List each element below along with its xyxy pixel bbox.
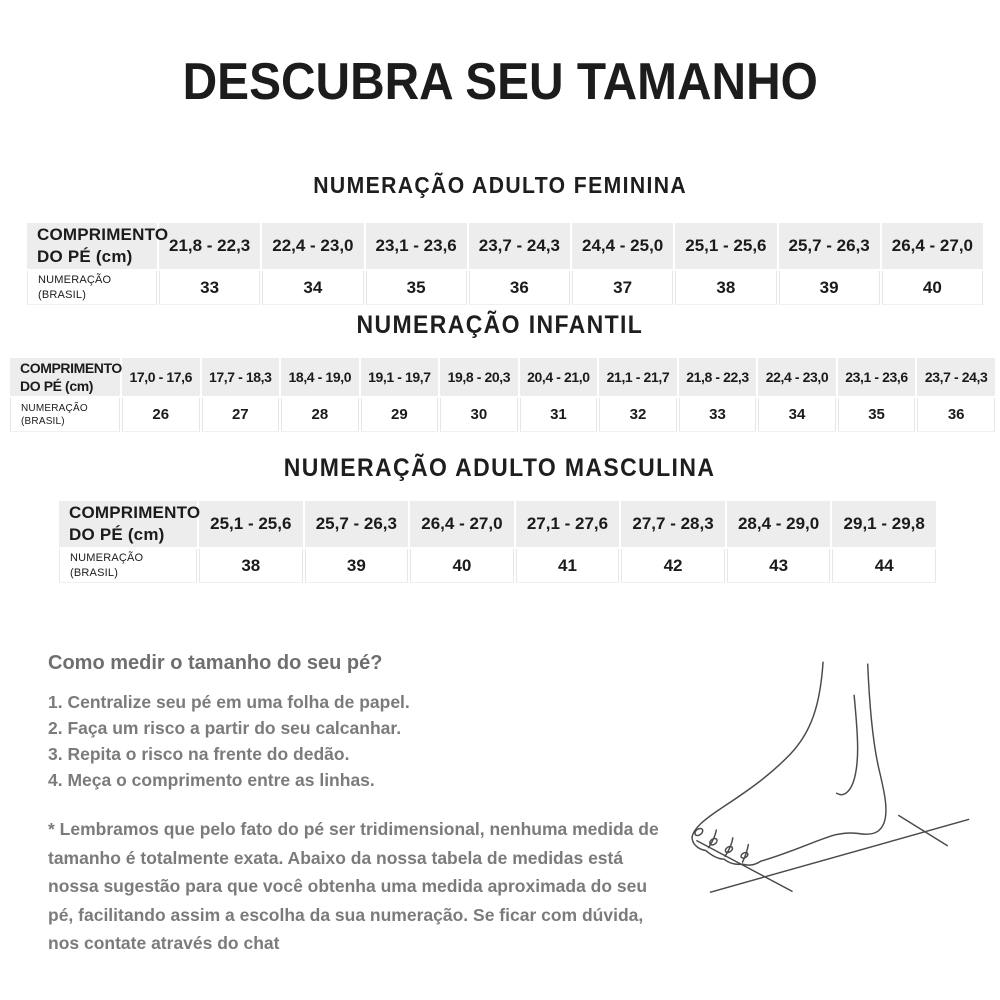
row-header-line2: DO PÉ (cm) bbox=[37, 247, 133, 267]
row-header-line1: COMPRIMENTO bbox=[69, 503, 201, 522]
size-table-adult-male bbox=[57, 499, 938, 585]
foot-length-cell: 22,4 - 23,0 bbox=[262, 223, 363, 269]
foot-length-cell: 25,1 - 25,6 bbox=[675, 223, 776, 269]
measurement-disclaimer-note: * Lembramos que pelo fato do pé ser tridimensional, nenhuma medida de tamanho é totalmente exata. Abaixo da nossa tabela de medidas está nossa sugestão para que você obtenha uma medida aproximada do seu pé, facilitando assim a escolha da sua numeração. Se ficar com dúvida, nos contate através do chat bbox=[48, 819, 659, 953]
table-row-size bbox=[10, 398, 995, 432]
size-cell: 34 bbox=[758, 398, 836, 432]
section-title-adult-female: NUMERAÇÃO ADULTO FEMININA bbox=[313, 172, 687, 198]
foot-length-cell: 20,4 - 21,0 bbox=[520, 358, 598, 396]
row-header-line2: (BRASIL) bbox=[21, 415, 65, 427]
row-header-line1: COMPRIMENTO bbox=[20, 360, 122, 376]
size-cell: 36 bbox=[469, 271, 570, 305]
table-row-foot-length bbox=[27, 223, 983, 269]
size-cell: 35 bbox=[366, 271, 467, 305]
how-to-step-1: 1. Centralize seu pé em uma folha de papel. bbox=[48, 692, 410, 712]
size-cell: 41 bbox=[516, 549, 620, 583]
row-header-line2: DO PÉ (cm) bbox=[20, 378, 94, 395]
row-header-foot-length bbox=[59, 501, 201, 547]
how-to-heading: Como medir o tamanho do seu pé? bbox=[48, 652, 383, 674]
size-cell: 40 bbox=[882, 271, 983, 305]
table-row-size bbox=[27, 271, 983, 305]
how-to-step-2: 2. Faça um risco a partir do seu calcanhar. bbox=[48, 718, 402, 738]
size-cell: 39 bbox=[305, 549, 409, 583]
size-cell: 44 bbox=[832, 549, 936, 583]
foot-length-cell: 25,1 - 25,6 bbox=[199, 501, 303, 547]
foot-outline bbox=[692, 662, 886, 865]
size-cell: 38 bbox=[675, 271, 776, 305]
how-to-step-4: 4. Meça o comprimento entre as linhas. bbox=[48, 770, 375, 790]
foot-length-cell: 27,7 - 28,3 bbox=[621, 501, 725, 547]
row-header-line1: NUMERAÇÃO bbox=[70, 552, 144, 565]
size-cell: 27 bbox=[202, 398, 280, 432]
size-cell: 33 bbox=[159, 271, 260, 305]
foot-length-cell: 18,4 - 19,0 bbox=[281, 358, 359, 396]
foot-length-cell: 23,1 - 23,6 bbox=[366, 223, 467, 269]
foot-length-cell: 24,4 - 25,0 bbox=[572, 223, 673, 269]
how-to-step-3: 3. Repita o risco na frente do dedão. bbox=[48, 744, 350, 764]
size-cell: 29 bbox=[361, 398, 439, 432]
foot-length-cell: 22,4 - 23,0 bbox=[758, 358, 836, 396]
table-row-foot-length bbox=[10, 358, 995, 396]
size-cell: 40 bbox=[410, 549, 514, 583]
row-header-size bbox=[59, 549, 197, 583]
foot-length-cell: 27,1 - 27,6 bbox=[516, 501, 620, 547]
size-table-adult-female bbox=[25, 221, 985, 307]
section-title-adult-male: NUMERAÇÃO ADULTO MASCULINA bbox=[284, 454, 716, 482]
size-table-kids bbox=[8, 356, 997, 434]
page-title-text: DESCUBRA SEU TAMANHO bbox=[182, 53, 818, 111]
size-cell: 36 bbox=[917, 398, 995, 432]
foot-length-cell: 23,1 - 23,6 bbox=[838, 358, 916, 396]
table-row-size bbox=[59, 549, 936, 583]
size-cell: 37 bbox=[572, 271, 673, 305]
foot-length-cell: 29,1 - 29,8 bbox=[832, 501, 936, 547]
size-cell: 34 bbox=[262, 271, 363, 305]
size-cell: 26 bbox=[122, 398, 200, 432]
section-title-kids: NUMERAÇÃO INFANTIL bbox=[356, 311, 644, 339]
row-header-foot-length bbox=[10, 358, 120, 396]
foot-length-cell: 21,8 - 22,3 bbox=[679, 358, 757, 396]
foot-length-cell: 17,0 - 17,6 bbox=[122, 358, 200, 396]
foot-length-cell: 23,7 - 24,3 bbox=[469, 223, 570, 269]
foot-length-cell: 26,4 - 27,0 bbox=[882, 223, 983, 269]
row-header-size bbox=[27, 271, 157, 305]
table-row-foot-length bbox=[59, 501, 936, 547]
size-cell: 33 bbox=[679, 398, 757, 432]
foot-length-cell: 17,7 - 18,3 bbox=[202, 358, 280, 396]
size-cell: 32 bbox=[599, 398, 677, 432]
size-cell: 30 bbox=[440, 398, 518, 432]
row-header-line1: NUMERAÇÃO bbox=[21, 402, 88, 414]
foot-length-cell: 23,7 - 24,3 bbox=[917, 358, 995, 396]
foot-length-cell: 25,7 - 26,3 bbox=[779, 223, 880, 269]
foot-length-cell: 19,1 - 19,7 bbox=[361, 358, 439, 396]
foot-length-cell: 25,7 - 26,3 bbox=[305, 501, 409, 547]
foot-length-cell: 21,1 - 21,7 bbox=[599, 358, 677, 396]
size-cell: 39 bbox=[779, 271, 880, 305]
how-to-measure-section bbox=[48, 652, 663, 958]
size-cell: 28 bbox=[281, 398, 359, 432]
foot-length-cell: 19,8 - 20,3 bbox=[440, 358, 518, 396]
foot-length-cell: 28,4 - 29,0 bbox=[727, 501, 831, 547]
measurement-lines bbox=[697, 816, 969, 893]
size-cell: 31 bbox=[520, 398, 598, 432]
foot-measurement-icon bbox=[660, 652, 990, 948]
foot-length-cell: 26,4 - 27,0 bbox=[410, 501, 514, 547]
size-cell: 35 bbox=[838, 398, 916, 432]
row-header-line1: COMPRIMENTO bbox=[37, 225, 169, 244]
size-cell: 38 bbox=[199, 549, 303, 583]
foot-length-cell: 21,8 - 22,3 bbox=[159, 223, 260, 269]
row-header-line1: NUMERAÇÃO bbox=[38, 274, 112, 287]
size-cell: 42 bbox=[621, 549, 725, 583]
size-cell: 43 bbox=[727, 549, 831, 583]
row-header-foot-length bbox=[27, 223, 169, 269]
row-header-size bbox=[10, 398, 120, 432]
row-header-line2: DO PÉ (cm) bbox=[69, 525, 165, 545]
row-header-line2: (BRASIL) bbox=[38, 288, 87, 301]
row-header-line2: (BRASIL) bbox=[70, 566, 119, 579]
page-title bbox=[0, 52, 1000, 112]
